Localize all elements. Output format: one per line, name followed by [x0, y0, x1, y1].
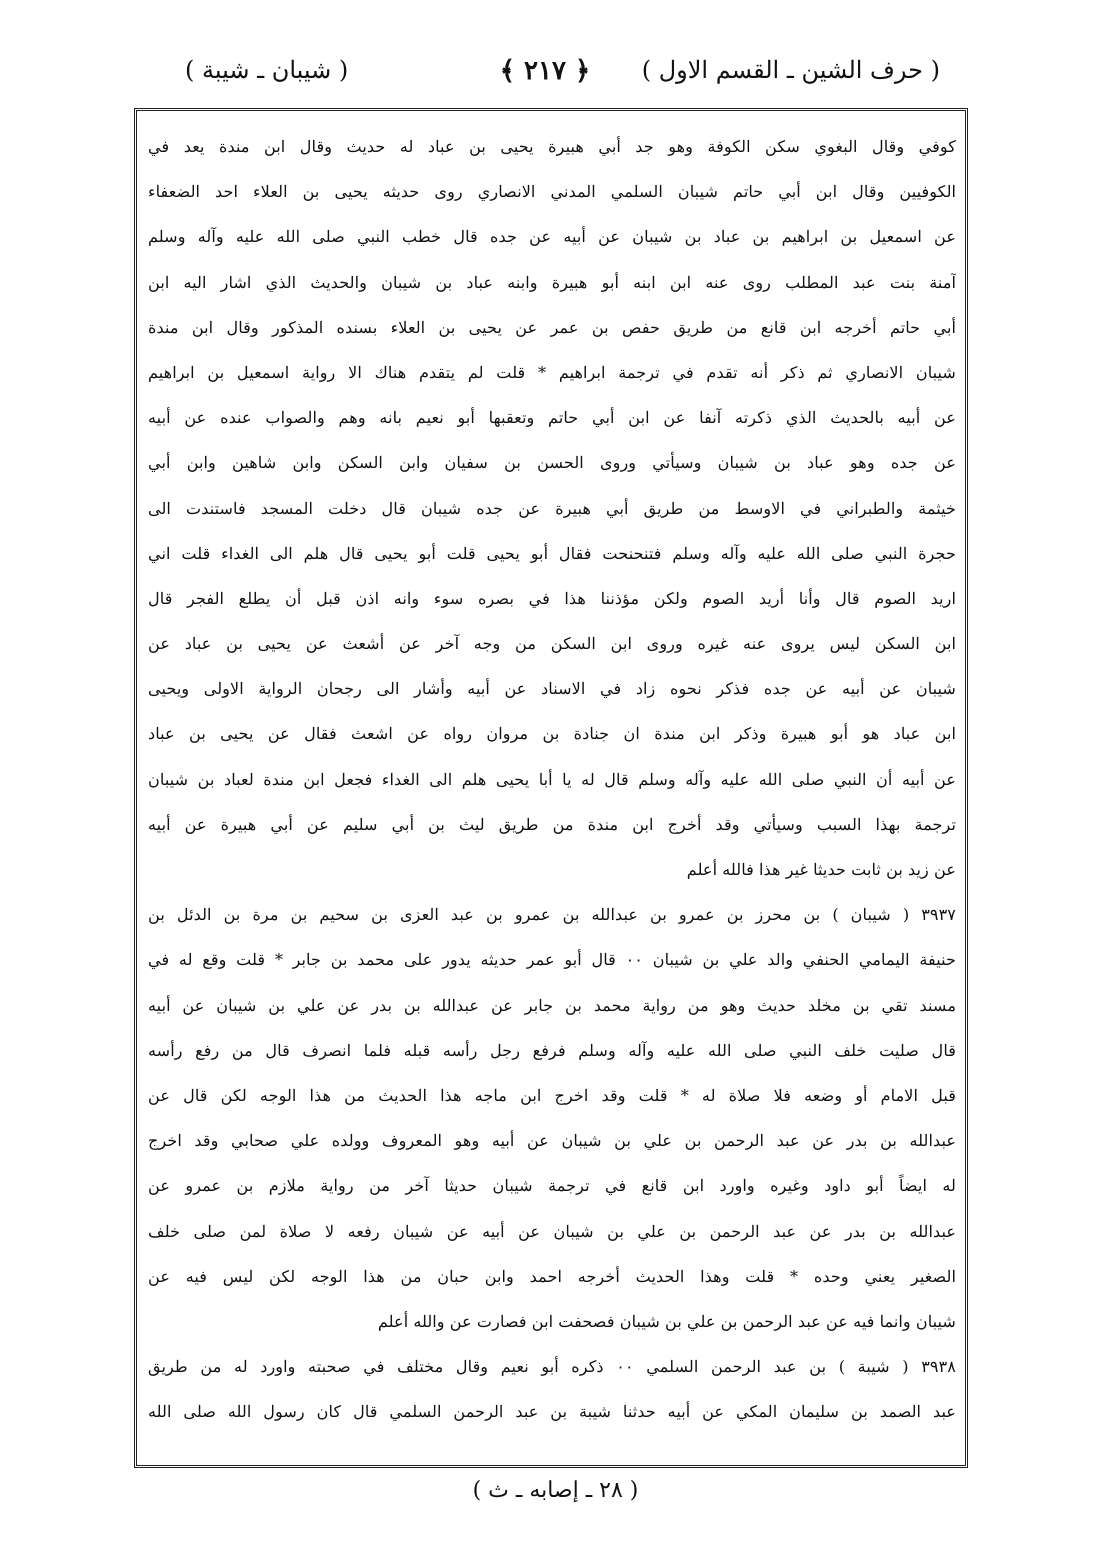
page-header	[130, 50, 960, 100]
text-line: حجرة النبي صلى الله عليه وآله وسلم فتنحنحت فقال أبو يحيى قلت أبو يحيى قال هلم الى الغداء قلت اني	[148, 543, 956, 563]
header-section-title: ( حرف الشين ـ القسم الاول )	[641, 56, 940, 84]
text-line: له ايضاً أبو داود وغيره واورد ابن قانع في ترجمة شيبان حديثا آخر من رواية ملازم بن عمرو عن	[148, 1176, 956, 1196]
text-line: حنيفة اليمامي الحنفي والد علي بن شيبان ٠٠ قال أبو عمر حديثه يدور على محمد بن جابر * قلت وقع له في	[148, 950, 956, 970]
text-line: شيبان الانصاري ثم ذكر أنه تقدم في ترجمة ابراهيم * قلت لم يتقدم هناك الا رواية اسمعيل بن ابراهيم	[148, 362, 956, 382]
text-line: شيبان وانما فيه عن عبد الرحمن بن علي بن شيبان فصحفت ابن فصارت عن والله أعلم	[377, 1311, 956, 1331]
text-line: أبي حاتم أخرجه ابن قانع من طريق حفص بن عمر عن يحيى بن العلاء بسنده المذكور وقال ابن مندة	[148, 317, 956, 337]
text-line: مسند تقي بن مخلد حديث وهو من رواية محمد بن جابر عن عبدالله بن بدر عن علي بن شيبان عن أبيه	[148, 995, 956, 1015]
text-line: ابن السكن ليس يروى عنه غيره وروى ابن السكن من وجه آخر عن أشعث عن يحيى بن عباد عن	[148, 634, 956, 654]
page-number: ﴿ ٢١٧ ﴾	[499, 56, 591, 86]
text-line: اريد الصوم قال وأنا أريد الصوم ولكن مؤذننا هذا في بصره سوء وانه اذن قبل أن يطلع الفجر قال	[148, 588, 956, 608]
entry-3937-heading: ٣٩٣٧ ( شيبان ) بن محرز بن عمرو بن عبدالله بن عمرو بن عبد العزى بن سحيم بن مرة بن الدئل بن	[148, 905, 956, 925]
text-line: ابن عباد هو أبو هبيرة وذكر ابن مندة ان جنادة بن مروان رواه عن اشعث فقال عن يحيى بن عباد	[148, 724, 956, 744]
text-line: عبد الصمد بن سليمان المكي عن أبيه حدثنا شيبة بن عبد الرحمن السلمي قال كان رسول الله صلى الله	[148, 1402, 956, 1422]
text-line: عن أبيه أن النبي صلى الله عليه وآله وسلم قال له يا أبا يحيى هلم الى الغداء فجعل ابن مندة لعباد بن شيبان	[148, 769, 956, 789]
text-line: قال صليت خلف النبي صلى الله عليه وآله وسلم فرفع رجل رأسه قبله فلما انصرف قال من رفع رأسه	[148, 1040, 956, 1060]
text-line: خيثمة والطبراني في الاوسط من طريق أبي هبيرة عن جده شيبان قال دخلت المسجد فاستندت الى	[148, 498, 956, 518]
text-line: عن أبيه بالحديث الذي ذكرته آنفا عن ابن أبي حاتم وتعقبها أبو نعيم بانه وهم والصواب عنده عن أبيه	[148, 408, 956, 428]
page-footer-signature: ( ٢٨ ـ إصابه ـ ث )	[472, 1478, 639, 1503]
text-line: عن اسمعيل بن ابراهيم بن عباد بن شيبان عن أبيه عن جده قال خطب النبي صلى الله عليه وآله وسلم	[148, 227, 956, 247]
text-line: الصغير يعني وحده * قلت وهذا الحديث أخرجه احمد وابن حبان من هذا الوجه لكن ليس فيه عن	[148, 1266, 956, 1286]
text-line: الكوفيين وقال ابن أبي حاتم شيبان السلمي المدني الانصاري روى حديثه يحيى بن العلاء احد الضعفاء	[148, 182, 956, 202]
text-line: عن جده وهو عباد بن شيبان وسيأتي وروى الحسن بن سفيان وابن السكن وابن شاهين وابن أبي	[148, 453, 956, 473]
text-line: عبدالله بن بدر عن عبد الرحمن بن علي بن شيبان عن أبيه عن شيبان رفعه لا صلاة لمن صلى خلف	[148, 1221, 956, 1241]
header-entry-range: ( شيبان ـ شيبة )	[185, 56, 349, 84]
page-body-text	[148, 124, 956, 1434]
text-line: عبدالله بن بدر عن عبد الرحمن بن علي بن شيبان عن أبيه وهو المعروف وولده علي صحابي وقد اخرج	[148, 1131, 956, 1151]
text-line: ترجمة بهذا السبب وسيأتي وقد أخرج ابن مندة من طريق ليث بن أبي سليم عن أبي هبيرة عن أبيه	[148, 814, 956, 834]
text-line: قبل الامام أو وضعه فلا صلاة له * قلت وقد اخرج ابن ماجه هذا الحديث من هذا الوجه لكن قال عن	[148, 1085, 956, 1105]
entry-3938-heading: ٣٩٣٨ ( شيبة ) بن عبد الرحمن السلمي ٠٠ ذكره أبو نعيم وقال مختلف في صحبته واورد له من طريق	[148, 1357, 956, 1377]
text-line: آمنة بنت عبد المطلب روى عنه ابن ابنه أبو هبيرة وابنه عباد بن شيبان والحديث الذي اشار اليه ابن	[148, 272, 956, 292]
text-line: شيبان عن أبيه عن جده فذكر نحوه زاد في الاسناد عن أبيه وأشار الى رجحان الرواية الاولى ويحيى	[148, 679, 956, 699]
text-line: كوفي وقال البغوي سكن الكوفة وهو جد أبي هبيرة يحيى بن عباد له حديث وقال ابن مندة يعد في	[148, 137, 956, 156]
text-line: عن زيد بن ثابت حديثا غير هذا فالله أعلم	[686, 860, 956, 879]
